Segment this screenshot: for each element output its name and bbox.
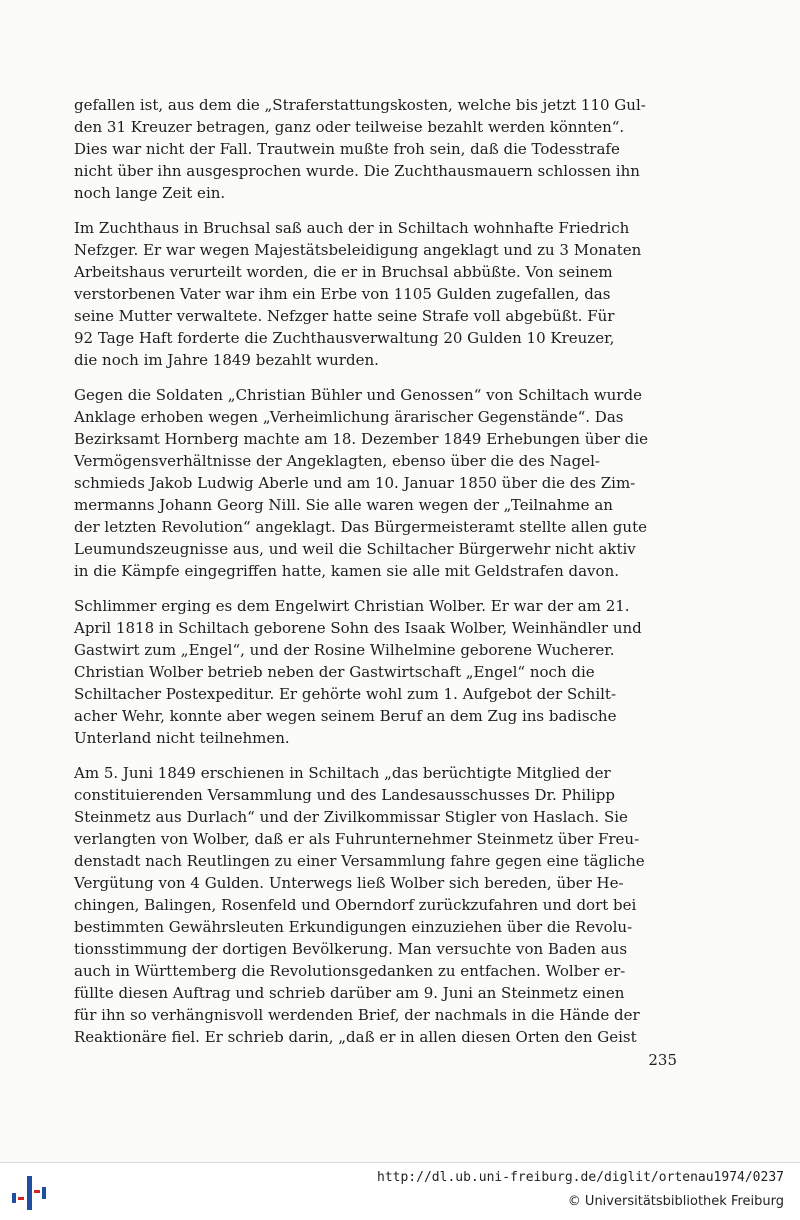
- logo-bar-center: [27, 1176, 32, 1210]
- ub-freiburg-logo-icon: [10, 1173, 50, 1213]
- logo-dash-right: [34, 1190, 40, 1193]
- copyright-notice: © Universitätsbibliothek Freiburg: [567, 1194, 784, 1209]
- logo-dash-left: [18, 1197, 24, 1200]
- permalink-url[interactable]: http://dl.ub.uni-freiburg.de/diglit/ortenau1974/0237: [377, 1170, 784, 1185]
- logo-bar-right: [42, 1187, 46, 1199]
- body-text: [74, 94, 677, 1048]
- paragraph-1: gefallen ist, aus dem die „Straferstattungskosten, welche bis jetzt 110 Gul- den 31 Kreuzer betragen, ganz oder teilweise bezahlt werden könnten“. Dies war nicht der Fall. Trautwein mußte froh sein, daß die Todesstrafe nicht über ihn ausgesprochen wurde. Die Zuchthausmauern schlossen ihn noch lange Zeit ein.: [74, 96, 646, 202]
- viewer-footer: [0, 1162, 800, 1220]
- page-number: 235: [648, 1051, 677, 1069]
- paragraph-2: Im Zuchthaus in Bruchsal saß auch der in Schiltach wohnhafte Friedrich Nefzger. Er war wegen Majestätsbeleidigung angeklagt und zu 3 Monaten Arbeitshaus verurteilt worden, die er in Bruchsal abbüßte. Von seinem verstorbenen Vater war ihm ein Erbe von 1105 Gulden zugefallen, das seine Mutter verwaltete. Nefzger hatte seine Strafe voll abgebüßt. Für 92 Tage Haft forderte die Zuchthausverwaltung 20 Gulden 10 Kreuzer, die noch im Jahre 1849 bezahlt wurden.: [74, 219, 642, 369]
- paragraph-3: Gegen die Soldaten „Christian Bühler und Genossen“ von Schiltach wurde Anklage erhoben wegen „Verheimlichung ärarischer Gegenstände“. Das Bezirksamt Hornberg machte am 18. Dezember 1849 Erhebungen über die Vermögensverhältnisse der Angeklagten, ebenso über die des Nagel- schmieds Jakob Ludwig Aberle und am 10. Januar 1850 über die des Zim- mermanns Johann Georg Nill. Sie alle waren wegen der „Teilnahme an der letzten Revolution“ angeklagt. Das Bürgermeisteramt stellte allen gute Leumundszeugnisse aus, und weil die Schiltacher Bürgerwehr nicht aktiv in die Kämpfe eingegriffen hatte, kamen sie alle mit Geldstrafen davon.: [74, 386, 649, 580]
- paragraph-4: Schlimmer erging es dem Engelwirt Christian Wolber. Er war der am 21. April 1818 in Schiltach geborene Sohn des Isaak Wolber, Weinhändler und Gastwirt zum „Engel“, und der Rosine Wilhelmine geborene Wucherer. Christian Wolber betrieb neben der Gastwirtschaft „Engel“ noch die Schiltacher Postexpeditur. Er gehörte wohl zum 1. Aufgebot der Schilt- acher Wehr, konnte aber wegen seinem Beruf an dem Zug ins badische Unterland nicht teilnehmen.: [74, 597, 642, 747]
- paragraph-5: Am 5. Juni 1849 erschienen in Schiltach „das berüchtigte Mitglied der constituierenden Versammlung und des Landesausschusses Dr. Philipp Steinmetz aus Durlach“ und der Zivilkommissar Stigler von Haslach. Sie verlangten von Wolber, daß er als Fuhrunternehmer Steinmetz über Freu- denstadt nach Reutlingen zu einer Versammlung fahre gegen eine tägliche Vergütung von 4 Gulden. Unterwegs ließ Wolber sich bereden, über He- chingen, Balingen, Rosenfeld und Oberndorf zurückzufahren und dort bei bestimmten Gewährsleuten Erkundigungen einzuziehen über die Revolu- tionsstimmung der dortigen Bevölkerung. Man versuchte von Baden aus auch in Württemberg die Revolutionsgedanken zu entfachen. Wolber er- füllte diesen Auftrag und schrieb darüber am 9. Juni an Steinmetz einen für ihn so verhängnisvoll werdenden Brief, der nachmals in die Hände der Reaktionäre fiel. Er schrieb darin, „daß er in allen diesen Orten den Geist: [74, 764, 645, 1046]
- logo-bar-left: [12, 1193, 16, 1203]
